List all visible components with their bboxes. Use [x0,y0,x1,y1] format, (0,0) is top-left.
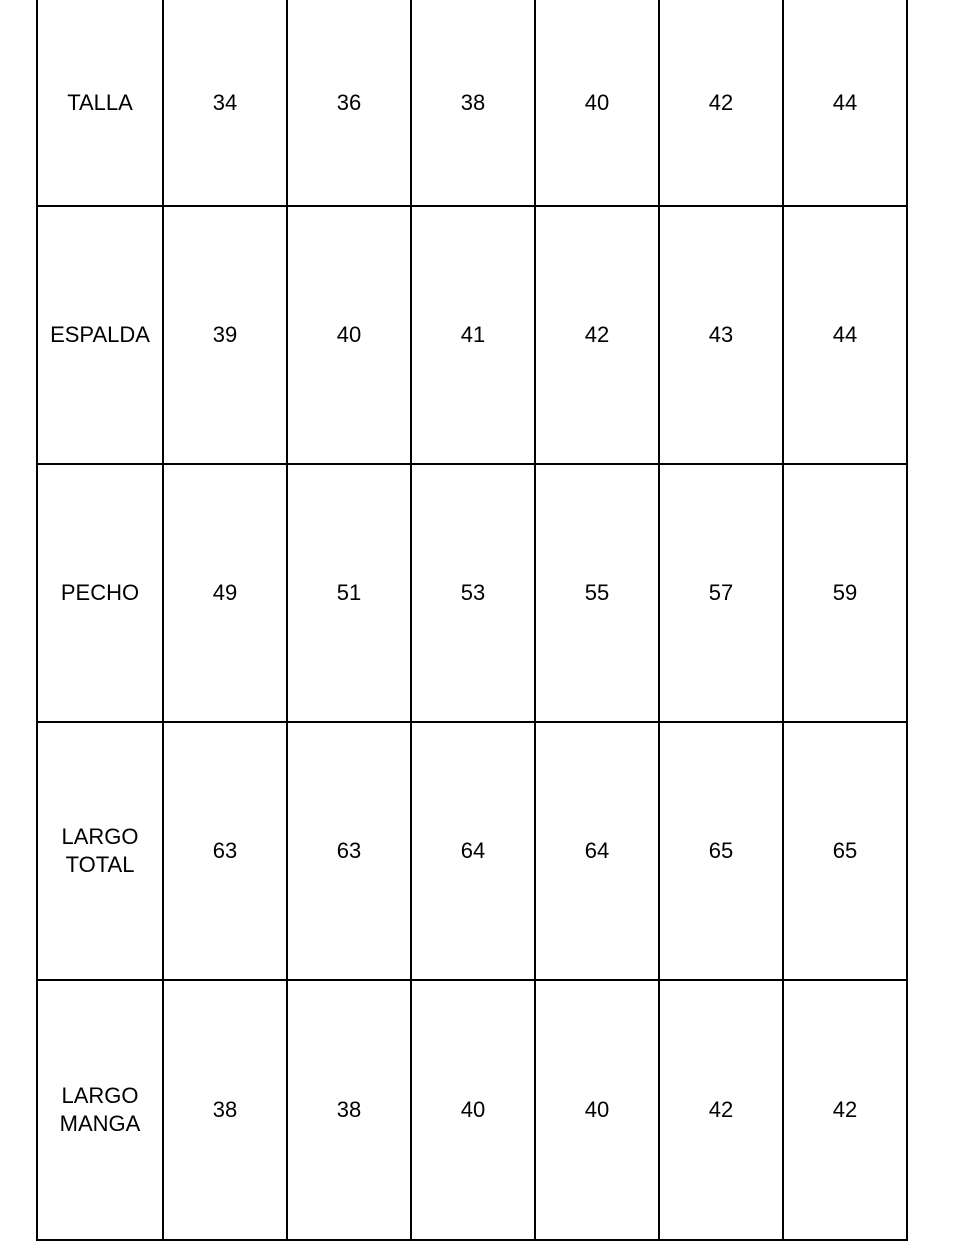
row-label-talla: TALLA [37,0,163,206]
table-cell: 49 [163,464,287,722]
table-cell: 38 [163,980,287,1240]
table-row-talla [37,0,907,206]
table-row-pecho [37,464,907,722]
size-chart-table [36,0,908,1241]
table-cell: 42 [783,980,907,1240]
table-cell: 64 [535,722,659,980]
table-cell: 38 [411,0,535,206]
table-cell: 55 [535,464,659,722]
table-row-largo-total [37,722,907,980]
table-cell: 42 [535,206,659,464]
table-cell: 40 [535,980,659,1240]
table-cell: 42 [659,0,783,206]
table-cell: 43 [659,206,783,464]
table-cell: 42 [659,980,783,1240]
table-cell: 40 [287,206,411,464]
table-cell: 51 [287,464,411,722]
table-row-espalda [37,206,907,464]
table-row-largo-manga [37,980,907,1240]
table-cell: 40 [411,980,535,1240]
row-label-pecho: PECHO [37,464,163,722]
table-cell: 53 [411,464,535,722]
table-cell: 65 [783,722,907,980]
table-cell: 63 [163,722,287,980]
row-label-espalda: ESPALDA [37,206,163,464]
table-cell: 38 [287,980,411,1240]
table-cell: 59 [783,464,907,722]
table-cell: 39 [163,206,287,464]
table-cell: 44 [783,0,907,206]
table-cell: 63 [287,722,411,980]
table-cell: 36 [287,0,411,206]
table-cell: 65 [659,722,783,980]
table-cell: 57 [659,464,783,722]
table-cell: 40 [535,0,659,206]
table-cell: 64 [411,722,535,980]
size-chart-body [37,0,907,1240]
table-cell: 41 [411,206,535,464]
row-label-largo-manga: LARGO MANGA [37,980,163,1240]
table-cell: 44 [783,206,907,464]
table-cell: 34 [163,0,287,206]
row-label-largo-total: LARGO TOTAL [37,722,163,980]
